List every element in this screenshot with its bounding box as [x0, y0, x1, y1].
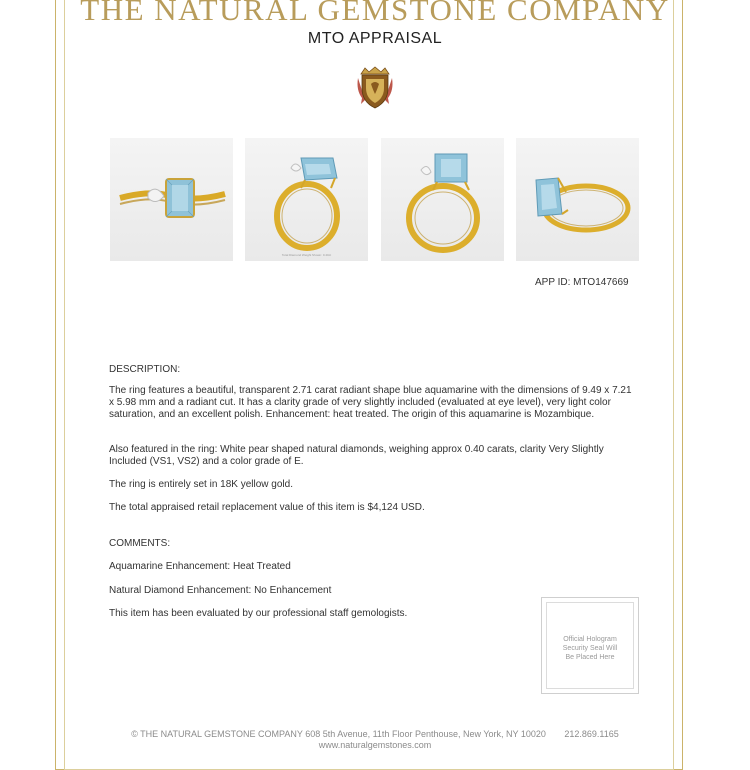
hologram-seal-placeholder	[541, 597, 639, 694]
footer-phone: 212.869.1165	[564, 729, 619, 739]
seal-text	[542, 635, 638, 662]
seal-text-line: Official Hologram	[563, 636, 617, 643]
photo-caption: Total Diamond Weight Shown: 0.40ct	[281, 253, 332, 257]
description-paragraph: The ring is entirely set in 18K yellow gold.	[109, 479, 293, 490]
appraised-value: The total appraised retail replacement value of this item is $4,124 USD.	[109, 502, 425, 513]
document-title: MTO APPRAISAL	[307, 30, 443, 47]
seal-text-line: Be Placed Here	[565, 654, 615, 661]
description-paragraph: Also featured in the ring: White pear shaped natural diamonds, weighing approx 0.40 carats, clarity Very Slightly Included (VS1, VS2) and a color grade of E.	[109, 444, 604, 467]
ring-top-view-icon	[110, 138, 233, 261]
footer-address: © THE NATURAL GEMSTONE COMPANY 608 5th Avenue, 11th Floor Penthouse, New York, NY 10020	[131, 729, 546, 739]
footer-website[interactable]: www.naturalgemstones.com	[318, 740, 432, 750]
ring-angle-view-icon	[516, 138, 639, 261]
comments-heading: COMMENTS:	[109, 538, 171, 549]
ring-photo-front-view	[381, 138, 504, 261]
ring-photo-top-view	[110, 138, 233, 261]
ring-photo-side-view	[245, 138, 368, 261]
appraisal-id: APP ID: MTO147669	[535, 277, 629, 288]
description-heading: DESCRIPTION:	[109, 364, 181, 375]
heraldic-crest-icon	[355, 66, 395, 110]
comment-line: Natural Diamond Enhancement: No Enhancement	[109, 585, 332, 596]
footer	[0, 729, 750, 751]
comment-line: This item has been evaluated by our professional staff gemologists.	[109, 608, 408, 619]
company-title: THE NATURAL GEMSTONE COMPANY	[80, 0, 670, 27]
ring-side-view-icon	[245, 138, 368, 261]
ring-front-view-icon	[381, 138, 504, 261]
ring-photo-angle-view	[516, 138, 639, 261]
description-paragraph: The ring features a beautiful, transparent 2.71 carat radiant shape blue aquamarine with the dimensions of 9.49 x 7.21 x 5.98 mm and a radiant cut. It has a clarity grade of very slightly included (evaluated at eye level), very light color saturation, and an excellent polish. Enhancement: heat treated. The origin of this aquamarine is Mozambique.	[109, 385, 632, 420]
comment-line: Aquamarine Enhancement: Heat Treated	[109, 561, 291, 572]
seal-text-line: Security Seal Will	[562, 645, 618, 652]
